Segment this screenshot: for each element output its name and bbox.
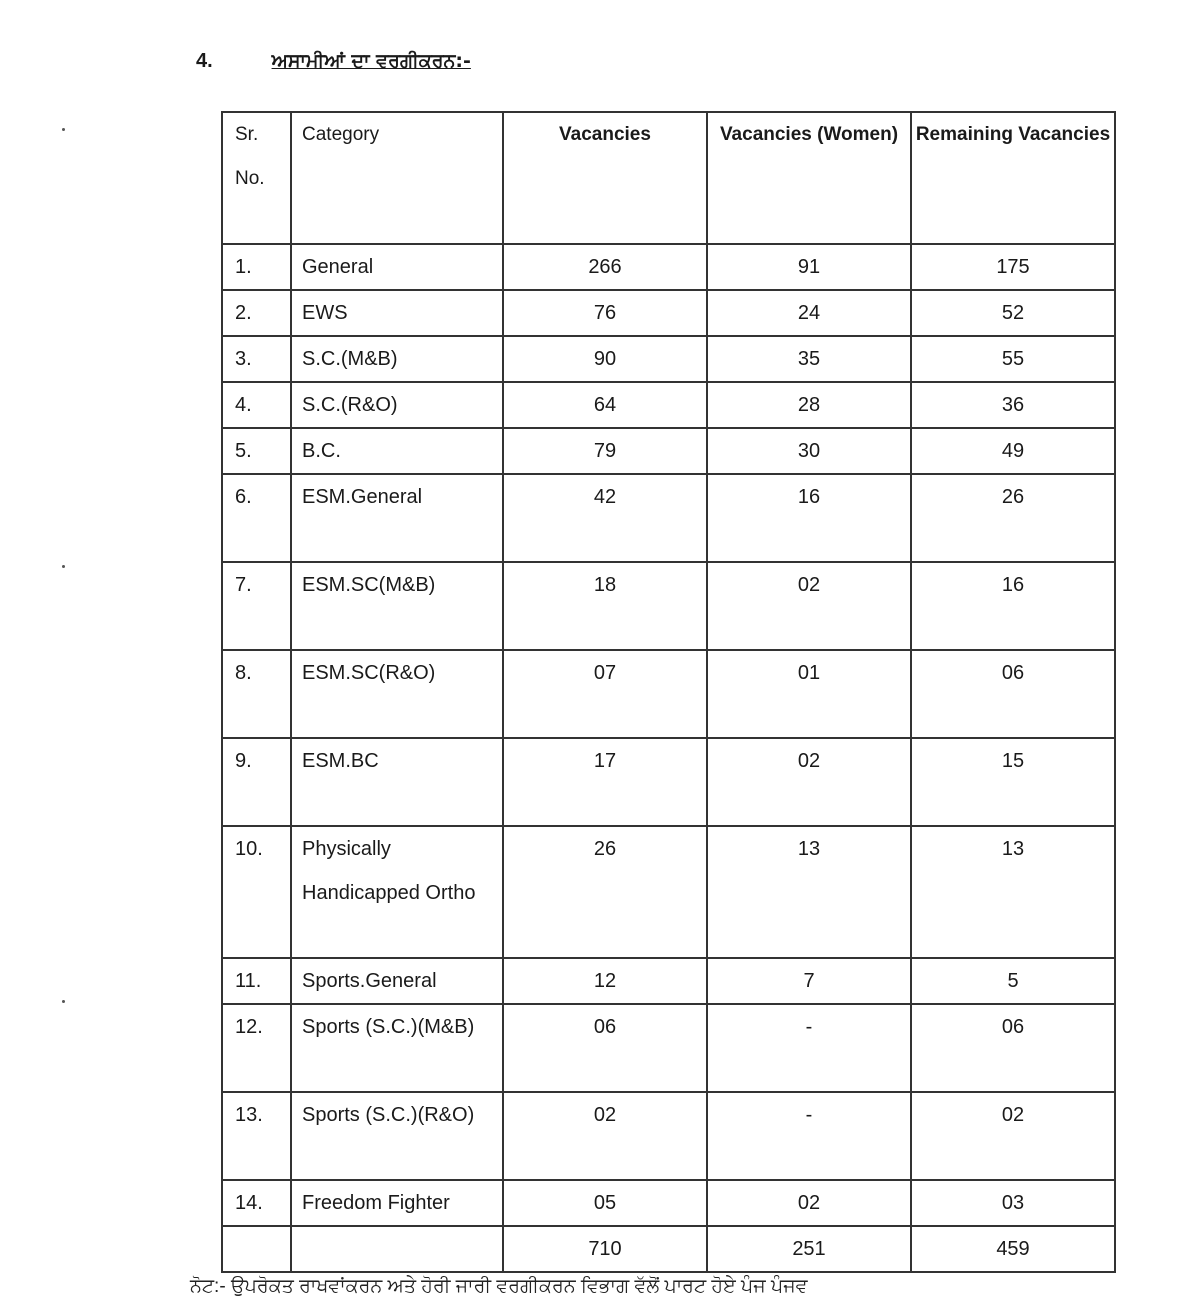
cell-vacancies: 17 <box>503 738 707 826</box>
header-category: Category <box>291 112 503 244</box>
cell-vacancies: 02 <box>503 1092 707 1180</box>
section-title: ਅਸਾਮੀਆਂ ਦਾ ਵਰਗੀਕਰਨ:- <box>271 50 471 72</box>
cell-vacancies-women: 35 <box>707 336 911 382</box>
cell-vacancies: 79 <box>503 428 707 474</box>
cell-category: B.C. <box>291 428 503 474</box>
margin-mark <box>62 1000 65 1003</box>
cell-vacancies: 12 <box>503 958 707 1004</box>
cell-vacancies: 64 <box>503 382 707 428</box>
total-sr-no <box>222 1226 291 1272</box>
table-row <box>222 474 1115 562</box>
cell-remaining-vacancies: 06 <box>911 1004 1115 1092</box>
cell-remaining-vacancies: 49 <box>911 428 1115 474</box>
cell-vacancies: 26 <box>503 826 707 958</box>
margin-mark <box>62 565 65 568</box>
cell-vacancies-women: 01 <box>707 650 911 738</box>
cell-remaining-vacancies: 5 <box>911 958 1115 1004</box>
table-row <box>222 336 1115 382</box>
cell-sr-no: 11. <box>222 958 291 1004</box>
footer-note: ਨੋਟ:- ਉਪਰੋਕਤ ਰਾਖਵਾਂਕਰਨ ਅਤੇ ਹੋਰੀ ਜਾਰੀ ਵਰਗੀਕਰਨ ਵਿਭਾਗ ਵੱਲੋਂ ਪਾਰਟ ਹੋਏ ਪੰਜ ਪੰਜਵ <box>190 1276 808 1297</box>
table-row <box>222 826 1115 958</box>
cell-vacancies: 266 <box>503 244 707 290</box>
cell-vacancies-women: 28 <box>707 382 911 428</box>
cell-sr-no: 2. <box>222 290 291 336</box>
cell-remaining-vacancies: 03 <box>911 1180 1115 1226</box>
cell-vacancies: 42 <box>503 474 707 562</box>
cell-category: ESM.BC <box>291 738 503 826</box>
cell-remaining-vacancies: 02 <box>911 1092 1115 1180</box>
header-vacancies-women: Vacancies (Women) <box>707 112 911 244</box>
cell-category: ESM.SC(R&O) <box>291 650 503 738</box>
cell-category: Physically Handicapped Ortho <box>291 826 503 958</box>
cell-vacancies-women: 02 <box>707 1180 911 1226</box>
total-vacancies-women: 251 <box>707 1226 911 1272</box>
cell-vacancies-women: - <box>707 1004 911 1092</box>
cell-remaining-vacancies: 175 <box>911 244 1115 290</box>
cell-category: Sports.General <box>291 958 503 1004</box>
cell-sr-no: 12. <box>222 1004 291 1092</box>
cell-category: General <box>291 244 503 290</box>
cell-remaining-vacancies: 26 <box>911 474 1115 562</box>
section-heading <box>196 50 471 73</box>
table-row <box>222 562 1115 650</box>
cell-category: S.C.(M&B) <box>291 336 503 382</box>
cell-sr-no: 14. <box>222 1180 291 1226</box>
total-remaining-vacancies: 459 <box>911 1226 1115 1272</box>
cell-vacancies-women: 7 <box>707 958 911 1004</box>
cell-remaining-vacancies: 36 <box>911 382 1115 428</box>
table-row <box>222 1004 1115 1092</box>
cell-vacancies: 90 <box>503 336 707 382</box>
margin-mark <box>62 128 65 131</box>
cell-sr-no: 3. <box>222 336 291 382</box>
vacancy-table <box>221 111 1116 1273</box>
section-number: 4. <box>196 50 213 72</box>
cell-vacancies-women: 91 <box>707 244 911 290</box>
table-row <box>222 650 1115 738</box>
table-row <box>222 244 1115 290</box>
table-row <box>222 958 1115 1004</box>
table-row <box>222 428 1115 474</box>
cell-vacancies-women: - <box>707 1092 911 1180</box>
cell-sr-no: 9. <box>222 738 291 826</box>
cell-vacancies-women: 13 <box>707 826 911 958</box>
cell-category: Freedom Fighter <box>291 1180 503 1226</box>
cell-vacancies-women: 24 <box>707 290 911 336</box>
table-header-row <box>222 112 1115 244</box>
table-row <box>222 382 1115 428</box>
cell-vacancies-women: 02 <box>707 738 911 826</box>
total-vacancies: 710 <box>503 1226 707 1272</box>
cell-sr-no: 4. <box>222 382 291 428</box>
cell-vacancies-women: 16 <box>707 474 911 562</box>
cell-category: Sports (S.C.)(R&O) <box>291 1092 503 1180</box>
cell-vacancies-women: 30 <box>707 428 911 474</box>
cell-category: ESM.General <box>291 474 503 562</box>
cell-remaining-vacancies: 15 <box>911 738 1115 826</box>
total-category <box>291 1226 503 1272</box>
cell-vacancies: 05 <box>503 1180 707 1226</box>
cell-vacancies: 06 <box>503 1004 707 1092</box>
cell-sr-no: 6. <box>222 474 291 562</box>
cell-category: ESM.SC(M&B) <box>291 562 503 650</box>
cell-vacancies: 76 <box>503 290 707 336</box>
table-row <box>222 738 1115 826</box>
header-vacancies: Vacancies <box>503 112 707 244</box>
cell-vacancies: 07 <box>503 650 707 738</box>
cell-sr-no: 1. <box>222 244 291 290</box>
cell-vacancies-women: 02 <box>707 562 911 650</box>
cell-remaining-vacancies: 52 <box>911 290 1115 336</box>
table-row <box>222 1180 1115 1226</box>
cell-remaining-vacancies: 16 <box>911 562 1115 650</box>
header-remaining-vacancies: Remaining Vacancies <box>911 112 1115 244</box>
cell-vacancies: 18 <box>503 562 707 650</box>
cell-remaining-vacancies: 13 <box>911 826 1115 958</box>
cell-sr-no: 5. <box>222 428 291 474</box>
cell-sr-no: 10. <box>222 826 291 958</box>
cell-category: EWS <box>291 290 503 336</box>
cell-sr-no: 8. <box>222 650 291 738</box>
table-row <box>222 1092 1115 1180</box>
table-row <box>222 290 1115 336</box>
totals-row <box>222 1226 1115 1272</box>
cell-sr-no: 7. <box>222 562 291 650</box>
cell-sr-no: 13. <box>222 1092 291 1180</box>
cell-remaining-vacancies: 55 <box>911 336 1115 382</box>
cell-category: Sports (S.C.)(M&B) <box>291 1004 503 1092</box>
cell-category: S.C.(R&O) <box>291 382 503 428</box>
header-sr-no: Sr. No. <box>222 112 291 244</box>
cell-remaining-vacancies: 06 <box>911 650 1115 738</box>
